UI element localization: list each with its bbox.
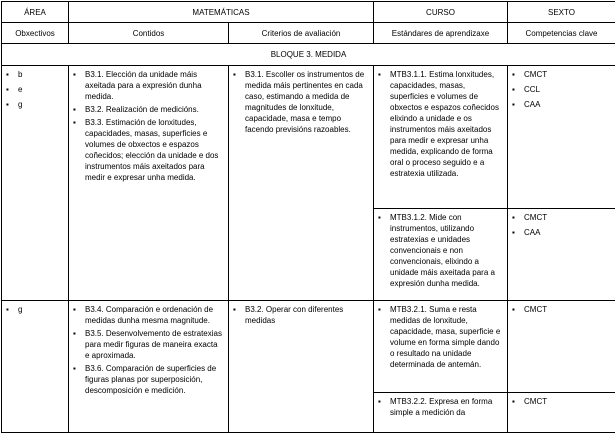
area-label: ÁREA bbox=[2, 2, 69, 23]
group2-criteria bbox=[229, 301, 374, 433]
col-standards: Estándares de aprendizaxe bbox=[374, 23, 508, 44]
competence-item: ▪ CMCT bbox=[512, 69, 611, 80]
standard-item: ▪ MTB3.1.2. Mide con instrumentos, utilizando estratexias e unidades convencionais e non convencionais, elixindo a unidade máis axeitada para a expresión dunha medida. bbox=[378, 212, 503, 289]
col-contents: Contidos bbox=[69, 23, 229, 44]
competence-item: ▪ CAA bbox=[512, 99, 611, 110]
col-criteria: Criterios de avaliación bbox=[229, 23, 374, 44]
standard-item: ▪ MTB3.1.1. Estima lonxitudes, capacidades, masas, superficies e volumes de obxectos e espazos coñecidos elixindo a unidade e os instrumentos máis axeitados para medir e expresar unha medida, explicando de forma oral o proceso seguido e a estratexia utilizada. bbox=[378, 69, 503, 179]
objective-item: ▪ g bbox=[6, 304, 64, 315]
criterion-item: ▪ B3.1. Escoller os instrumentos de medida máis pertinentes en cada caso, estimando a medida de magnitudes de lonxitude, capacidade, masa e tempo facendo previsións razoables. bbox=[233, 69, 369, 135]
group1-criteria bbox=[229, 66, 374, 301]
content-item: ▪ B3.2. Realización de medicións. bbox=[73, 104, 224, 115]
col-objectives: Obxectivos bbox=[2, 23, 69, 44]
group1-objectives bbox=[2, 66, 69, 301]
group2-row-a bbox=[2, 301, 615, 393]
block-title: BLOQUE 3. MEDIDA bbox=[2, 44, 615, 66]
header-row bbox=[2, 2, 615, 23]
group1-contents bbox=[69, 66, 229, 301]
content-item: ▪ B3.1. Elección da unidade máis axeitada para a expresión dunha medida. bbox=[73, 69, 224, 102]
competence-item: ▪ CMCT bbox=[512, 396, 611, 407]
group1-row-a bbox=[2, 66, 615, 209]
competence-cell bbox=[508, 393, 615, 433]
standard-cell bbox=[374, 66, 508, 209]
standard-item: ▪ MTB3.2.2. Expresa en forma simple a medición da bbox=[378, 396, 503, 418]
content-item: ▪ B3.5. Desenvolvemento de estratexias para medir figuras de maneira exacta e aproximada. bbox=[73, 328, 224, 361]
competence-cell bbox=[508, 209, 615, 301]
column-header-row bbox=[2, 23, 615, 44]
standard-item: ▪ MTB3.2.1. Suma e resta medidas de lonxitude, capacidade, masa, superficie e volume en forma simple dando o resultado na unidade determinada de antemán. bbox=[378, 304, 503, 370]
competence-item: ▪ CMCT bbox=[512, 212, 611, 223]
content-item: ▪ B3.6. Comparación de superficies de figuras planas por superposición, descomposición e medición. bbox=[73, 363, 224, 396]
course-value: SEXTO bbox=[508, 2, 615, 23]
course-label: CURSO bbox=[374, 2, 508, 23]
competence-item: ▪ CCL bbox=[512, 84, 611, 95]
objective-item: ▪ b bbox=[6, 69, 64, 80]
competence-cell bbox=[508, 66, 615, 209]
area-value: MATEMÁTICAS bbox=[69, 2, 374, 23]
criterion-item: ▪ B3.2. Operar con diferentes medidas bbox=[233, 304, 369, 326]
standard-cell bbox=[374, 393, 508, 433]
content-item: ▪ B3.4. Comparación e ordenación de medidas dunha mesma magnitude. bbox=[73, 304, 224, 326]
objective-item: ▪ e bbox=[6, 84, 64, 95]
competence-cell bbox=[508, 301, 615, 393]
group2-contents bbox=[69, 301, 229, 433]
block-row bbox=[2, 44, 615, 66]
standard-cell bbox=[374, 301, 508, 393]
group2-objectives bbox=[2, 301, 69, 433]
standard-cell bbox=[374, 209, 508, 301]
competence-item: ▪ CMCT bbox=[512, 304, 611, 315]
curriculum-table bbox=[1, 1, 615, 433]
competence-item: ▪ CAA bbox=[512, 227, 611, 238]
content-item: ▪ B3.3. Estimación de lonxitudes, capacidades, masas, superficies e volumes de obxectos e espazos coñecidos; elección da unidade e dos instrumentos máis axeitados para medir e expresar unha medida. bbox=[73, 117, 224, 183]
col-competences: Competencias clave bbox=[508, 23, 615, 44]
objective-item: ▪ g bbox=[6, 99, 64, 110]
